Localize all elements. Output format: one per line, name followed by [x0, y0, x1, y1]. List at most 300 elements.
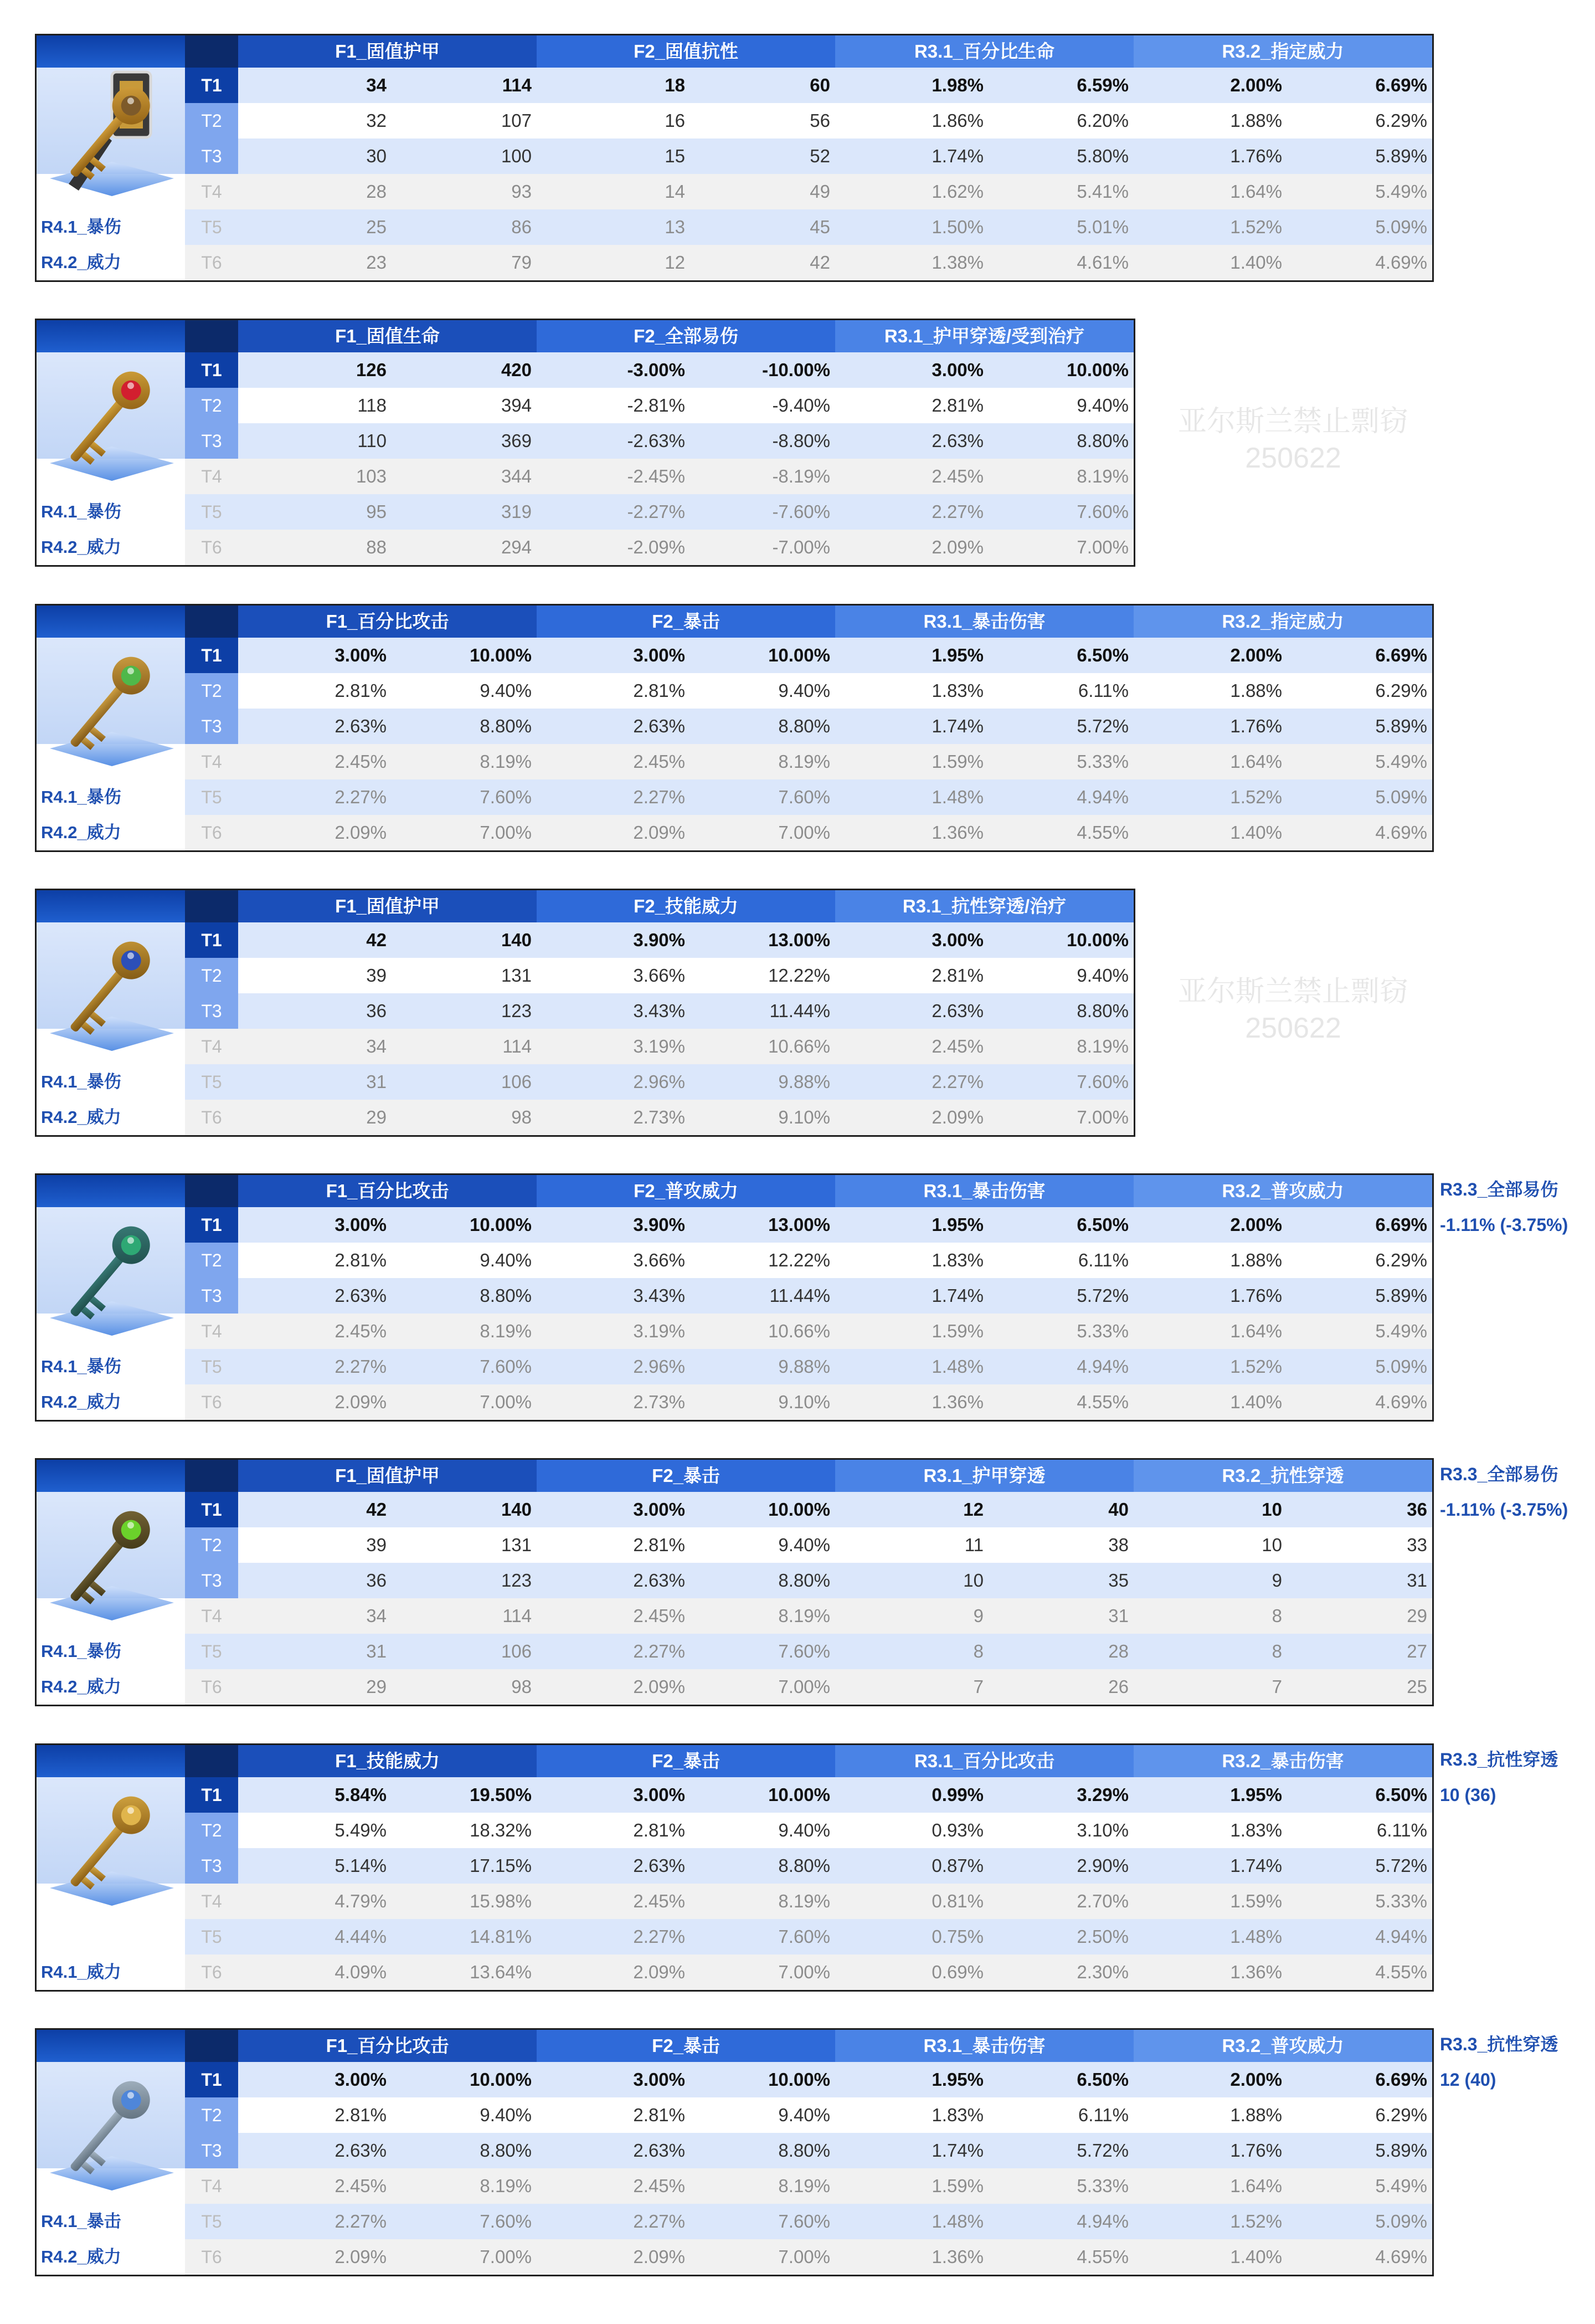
table-cell: 4.55%: [1077, 1392, 1129, 1412]
table-cell: 33: [1407, 1535, 1427, 1555]
tier-column: [185, 320, 238, 565]
tier-label: T1: [185, 638, 238, 673]
table-cell: 2.63%: [633, 2140, 685, 2161]
table-cell: 106: [501, 1641, 532, 1661]
table-cell: 13: [665, 217, 685, 237]
table-cell: 1.95%: [1230, 1784, 1282, 1805]
table-cell: 1.59%: [932, 2176, 984, 2196]
table-cell: 5.80%: [1077, 146, 1129, 166]
table-cell: 6.29%: [1375, 110, 1427, 131]
table-cell: 2.73%: [633, 1107, 685, 1127]
table-cell: 18: [665, 75, 685, 95]
table-cell: 1.36%: [932, 1392, 984, 1412]
table-cell: 110: [357, 430, 387, 451]
tier-label: T5: [185, 209, 238, 245]
table-cell: 1.64%: [1230, 751, 1282, 772]
table-cell: 0.69%: [932, 1962, 984, 1982]
table-cell: 4.55%: [1077, 2246, 1129, 2267]
header-row: [238, 320, 1134, 352]
table-cell: 10.00%: [768, 1499, 830, 1520]
table-cell: 3.10%: [1077, 1820, 1129, 1840]
table-cell: -2.63%: [627, 430, 685, 451]
side-note-title: R3.3_全部易伤: [1440, 1464, 1558, 1484]
watermark-code: 250622: [1245, 1012, 1341, 1044]
table-cell: 8.80%: [1077, 1001, 1129, 1021]
tier-label: T3: [185, 138, 238, 174]
column-group-header: R3.2_普攻威力: [1134, 2030, 1432, 2062]
row-label: R4.1_暴伤: [41, 502, 121, 521]
table-cell: 45: [810, 217, 830, 237]
table-cell: 2.96%: [633, 1356, 685, 1377]
column-group-header: R3.1_护甲穿透/受到治疗: [835, 320, 1134, 352]
table-cell: 7.00%: [778, 2246, 830, 2267]
header-row: [238, 35, 1432, 68]
table-cell: -8.19%: [772, 466, 830, 486]
table-cell: 10.00%: [470, 1214, 532, 1235]
table-cell: 5.33%: [1077, 1321, 1129, 1341]
table-cell: 6.50%: [1375, 1784, 1427, 1805]
tier-label: T5: [185, 1064, 238, 1100]
table-cell: 123: [501, 1001, 532, 1021]
table-cell: 9.40%: [778, 1535, 830, 1555]
table-cell: 10.00%: [768, 645, 830, 665]
table-cell: 14: [665, 181, 685, 202]
table-cell: 1.59%: [1230, 1891, 1282, 1911]
table-cell: 1.95%: [932, 2069, 984, 2090]
table-cell: 106: [501, 1071, 532, 1092]
table-cell: 3.66%: [633, 965, 685, 986]
table-cell: 3.00%: [633, 1784, 685, 1805]
table-cell: 8.80%: [480, 1285, 532, 1306]
table-cell: 16: [665, 110, 685, 131]
table-cell: 0.87%: [932, 1855, 984, 1876]
table-cell: 2.27%: [932, 501, 984, 522]
side-note-title: R3.3_抗性穿透: [1440, 1750, 1558, 1769]
side-note-title: R3.3_抗性穿透: [1440, 2034, 1558, 2054]
table-cell: 9.88%: [778, 1071, 830, 1092]
table-cell: 1.95%: [932, 1214, 984, 1235]
table-cell: 2.45%: [335, 1321, 387, 1341]
table-cell: 6.11%: [1078, 680, 1129, 701]
table-cell: 4.09%: [335, 1962, 387, 1982]
tier-label: T5: [185, 494, 238, 530]
table-cell: 10.66%: [768, 1036, 830, 1056]
table-cell: 3.43%: [633, 1285, 685, 1306]
table-cell: 5.33%: [1375, 1891, 1427, 1911]
table-cell: 420: [501, 360, 532, 380]
watermark-code: 250622: [1245, 442, 1341, 474]
table-cell: 9.40%: [778, 1820, 830, 1840]
table-cell: 5.89%: [1375, 2140, 1427, 2161]
table-cell: 2.09%: [633, 2246, 685, 2267]
table-cell: 7.60%: [1077, 501, 1129, 522]
table-cell: -2.45%: [627, 466, 685, 486]
table-cell: 1.64%: [1230, 1321, 1282, 1341]
table-cell: 2.63%: [335, 2140, 387, 2161]
table-cell: 9.40%: [778, 680, 830, 701]
tier-label: T5: [185, 1634, 238, 1669]
table-cell: 2.81%: [335, 1250, 387, 1270]
tier-column: [185, 606, 238, 850]
table-cell: 369: [501, 430, 532, 451]
table-cell: 7.60%: [480, 787, 532, 807]
tier-label: T2: [185, 1243, 238, 1278]
table-cell: 2.96%: [633, 1071, 685, 1092]
table-cell: 2.09%: [633, 822, 685, 843]
table-cell: 107: [501, 110, 532, 131]
column-group-header: F1_固值生命: [238, 320, 537, 352]
table-cell: 2.50%: [1077, 1926, 1129, 1947]
table-cell: 8.19%: [480, 1321, 532, 1341]
table-cell: 2.70%: [1077, 1891, 1129, 1911]
tier-label: T6: [185, 530, 238, 565]
table-cell: 2.27%: [335, 787, 387, 807]
tier-label: T4: [185, 1884, 238, 1919]
table-cell: 2.81%: [633, 680, 685, 701]
table-cell: 114: [502, 75, 532, 95]
table-cell: 42: [366, 930, 387, 950]
table-cell: 4.69%: [1375, 822, 1427, 843]
table-cell: 10.00%: [768, 2069, 830, 2090]
table-cell: 5.49%: [1375, 2176, 1427, 2196]
tier-label: T6: [185, 1384, 238, 1420]
watermark-text: 亚尔斯兰禁止剽窃: [1177, 406, 1408, 438]
tier-label: T2: [185, 1527, 238, 1563]
table-cell: 1.88%: [1230, 2105, 1282, 2125]
table-cell: 2.63%: [633, 1855, 685, 1876]
row-label: R4.1_威力: [41, 1962, 121, 1982]
table-cell: 3.66%: [633, 1250, 685, 1270]
table-cell: 0.99%: [932, 1784, 984, 1805]
table-cell: 6.11%: [1376, 1820, 1427, 1840]
table-cell: -7.00%: [772, 537, 830, 557]
table-cell: 1.74%: [932, 716, 984, 736]
table-cell: 56: [810, 110, 830, 131]
table-cell: 1.88%: [1230, 1250, 1282, 1270]
stat-table-block: [35, 604, 1434, 852]
table-cell: 2.45%: [633, 2176, 685, 2196]
table-cell: 28: [1108, 1641, 1129, 1661]
table-cell: 3.43%: [633, 1001, 685, 1021]
table-cell: 2.00%: [1230, 645, 1282, 665]
table-cell: 4.94%: [1077, 2211, 1129, 2231]
table-cell: 42: [366, 1499, 387, 1520]
table-cell: 9: [1272, 1570, 1282, 1591]
table-cell: 2.81%: [633, 1535, 685, 1555]
tier-label: T2: [185, 388, 238, 423]
table-cell: 9.40%: [480, 680, 532, 701]
table-cell: 3.00%: [335, 2069, 387, 2090]
table-cell: 9.40%: [1077, 965, 1129, 986]
table-cell: 9.40%: [480, 1250, 532, 1270]
stat-table-block: [35, 889, 1135, 1137]
table-cell: 13.64%: [470, 1962, 532, 1982]
table-cell: 2.09%: [633, 1676, 685, 1697]
table-cell: 6.11%: [1078, 1250, 1129, 1270]
table-cell: -3.00%: [627, 360, 685, 380]
table-cell: 79: [511, 252, 532, 273]
table-cell: 8.19%: [778, 1891, 830, 1911]
table-cell: 7.60%: [1077, 1071, 1129, 1092]
table-cell: 8.19%: [1077, 1036, 1129, 1056]
table-cell: 8.80%: [1077, 430, 1129, 451]
column-group-header: R3.1_暴击伤害: [835, 1175, 1134, 1207]
table-cell: 7: [1272, 1676, 1282, 1697]
table-cell: 294: [501, 537, 532, 557]
table-cell: 3.00%: [633, 1499, 685, 1520]
table-cell: 34: [366, 1036, 387, 1056]
column-group-header: F1_百分比攻击: [238, 1175, 537, 1207]
table-cell: 5.89%: [1375, 716, 1427, 736]
table-cell: 8: [1272, 1605, 1282, 1626]
table-cell: 3.00%: [633, 645, 685, 665]
table-cell: 103: [356, 466, 387, 486]
table-cell: 0.93%: [932, 1820, 984, 1840]
column-group-header: F1_技能威力: [238, 1745, 537, 1777]
table-cell: 2.63%: [633, 716, 685, 736]
table-cell: 1.52%: [1230, 1356, 1282, 1377]
table-cell: 10: [963, 1570, 984, 1591]
table-cell: 3.90%: [633, 1214, 685, 1235]
table-cell: 5.09%: [1375, 217, 1427, 237]
row-label: R4.2_威力: [41, 1677, 121, 1696]
table-cell: 7.60%: [778, 787, 830, 807]
table-cell: 1.88%: [1230, 110, 1282, 131]
column-group-header: F2_技能威力: [537, 890, 835, 922]
table-cell: 95: [366, 501, 387, 522]
table-cell: 0.75%: [932, 1926, 984, 1947]
table-cell: 2.63%: [335, 1285, 387, 1306]
table-cell: 3.19%: [633, 1321, 685, 1341]
table-cell: 86: [511, 217, 532, 237]
table-cell: 5.84%: [335, 1784, 387, 1805]
row-label: R4.1_暴击: [41, 2212, 121, 2231]
table-cell: 1.36%: [932, 2246, 984, 2267]
stat-table-block: [35, 319, 1135, 567]
column-group-header: F2_暴击: [537, 606, 835, 638]
table-cell: 1.48%: [1230, 1926, 1282, 1947]
table-cell: 1.48%: [932, 2211, 984, 2231]
table-cell: 9.40%: [480, 2105, 532, 2125]
table-cell: 2.00%: [1230, 1214, 1282, 1235]
table-cell: 29: [1407, 1605, 1427, 1626]
header-row: [238, 1745, 1432, 1777]
table-cell: 1.64%: [1230, 181, 1282, 202]
column-group-header: R3.1_抗性穿透/治疗: [835, 890, 1134, 922]
table-cell: 6.69%: [1375, 75, 1427, 95]
table-cell: 1.50%: [932, 217, 984, 237]
column-group-header: F2_暴击: [537, 1745, 835, 1777]
tier-label: T4: [185, 174, 238, 209]
table-cell: 15: [665, 146, 685, 166]
tier-label: T2: [185, 1813, 238, 1848]
table-cell: 1.64%: [1230, 2176, 1282, 2196]
table-cell: 1.98%: [932, 75, 984, 95]
table-cell: 8.19%: [480, 2176, 532, 2196]
table-cell: 1.74%: [932, 146, 984, 166]
table-cell: 3.00%: [633, 2069, 685, 2090]
table-cell: -2.81%: [627, 395, 685, 415]
table-cell: 3.00%: [932, 360, 984, 380]
table-cell: 2.27%: [633, 1926, 685, 1947]
table-cell: 3.90%: [633, 930, 685, 950]
table-cell: 1.40%: [1230, 1392, 1282, 1412]
table-cell: 140: [501, 930, 532, 950]
table-cell: 5.49%: [1375, 751, 1427, 772]
side-note-value: 10 (36): [1440, 1785, 1496, 1805]
table-cell: 4.94%: [1077, 787, 1129, 807]
table-cell: 5.33%: [1077, 751, 1129, 772]
table-cell: 10.66%: [768, 1321, 830, 1341]
table-cell: 2.45%: [932, 466, 984, 486]
tier-label: T2: [185, 673, 238, 709]
tier-label: T2: [185, 103, 238, 138]
table-cell: 2.63%: [335, 716, 387, 736]
table-cell: 2.81%: [335, 680, 387, 701]
table-cell: 6.29%: [1375, 1250, 1427, 1270]
column-group-header: F2_暴击: [537, 2030, 835, 2062]
table-cell: 5.72%: [1375, 1855, 1427, 1876]
tier-label: T6: [185, 815, 238, 850]
table-cell: 39: [366, 965, 387, 986]
table-cell: 42: [810, 252, 830, 273]
column-group-header: R3.2_普攻威力: [1134, 1175, 1432, 1207]
table-cell: 2.45%: [633, 1891, 685, 1911]
table-cell: 5.01%: [1077, 217, 1129, 237]
table-cell: 114: [502, 1036, 532, 1056]
table-cell: 36: [366, 1570, 387, 1591]
table-cell: 27: [1407, 1641, 1427, 1661]
tier-label: T5: [185, 2204, 238, 2239]
header-row: [238, 606, 1432, 638]
table-cell: 26: [1108, 1676, 1129, 1697]
table-cell: 5.41%: [1077, 181, 1129, 202]
tier-label: T6: [185, 2239, 238, 2275]
table-cell: 7.00%: [778, 1962, 830, 1982]
table-cell: 1.38%: [932, 252, 984, 273]
table-cell: 17.15%: [470, 1855, 532, 1876]
table-cell: 60: [810, 75, 830, 95]
table-cell: 1.52%: [1230, 217, 1282, 237]
table-cell: 2.90%: [1077, 1855, 1129, 1876]
table-cell: 2.00%: [1230, 2069, 1282, 2090]
stat-table-block: [35, 1173, 1434, 1422]
table-cell: 9.40%: [778, 2105, 830, 2125]
table-cell: 1.88%: [1230, 680, 1282, 701]
table-cell: 10.00%: [1067, 360, 1129, 380]
row-label: R4.2_威力: [41, 253, 121, 272]
table-cell: 1.74%: [932, 1285, 984, 1306]
table-cell: 12: [963, 1499, 984, 1520]
table-cell: 36: [1407, 1499, 1427, 1520]
table-cell: -2.27%: [627, 501, 685, 522]
tier-label: T2: [185, 2097, 238, 2133]
side-note-value: -1.11% (-3.75%): [1440, 1500, 1568, 1520]
table-cell: 4.94%: [1077, 1356, 1129, 1377]
watermark: [1144, 403, 1443, 476]
column-group-header: F1_固值护甲: [238, 1460, 537, 1492]
table-cell: 7.60%: [778, 2211, 830, 2231]
table-cell: 2.00%: [1230, 75, 1282, 95]
table-cell: 6.29%: [1375, 2105, 1427, 2125]
table-cell: 2.09%: [633, 1962, 685, 1982]
table-cell: 7: [973, 1676, 984, 1697]
table-cell: 2.45%: [335, 751, 387, 772]
table-cell: 2.81%: [633, 2105, 685, 2125]
table-cell: 8.80%: [778, 716, 830, 736]
column-group-header: R3.2_抗性穿透: [1134, 1460, 1432, 1492]
table-cell: 25: [1407, 1676, 1427, 1697]
table-cell: 5.49%: [335, 1820, 387, 1840]
table-cell: 7.00%: [778, 822, 830, 843]
table-cell: 4.55%: [1077, 822, 1129, 843]
table-cell: 131: [501, 1535, 532, 1555]
header-row: [238, 2030, 1432, 2062]
tier-label: T1: [185, 2062, 238, 2097]
table-cell: 114: [502, 1605, 532, 1626]
table-cell: 6.69%: [1375, 1214, 1427, 1235]
table-cell: 7.00%: [480, 822, 532, 843]
tier-label: T4: [185, 1314, 238, 1349]
table-cell: 18.32%: [470, 1820, 532, 1840]
tier-label: T4: [185, 744, 238, 779]
tier-label: T4: [185, 459, 238, 494]
table-cell: 9.10%: [778, 1392, 830, 1412]
table-cell: 3.19%: [633, 1036, 685, 1056]
table-cell: -2.09%: [627, 537, 685, 557]
table-cell: 4.55%: [1375, 1962, 1427, 1982]
table-cell: 1.76%: [1230, 2140, 1282, 2161]
table-cell: 93: [511, 181, 532, 202]
row-label: R4.1_暴伤: [41, 217, 121, 237]
table-cell: 8.19%: [778, 751, 830, 772]
table-cell: 5.09%: [1375, 2211, 1427, 2231]
table-cell: 8.80%: [480, 716, 532, 736]
table-cell: 6.11%: [1078, 2105, 1129, 2125]
table-cell: -8.80%: [772, 430, 830, 451]
table-cell: 5.49%: [1375, 1321, 1427, 1341]
tier-label: T4: [185, 2168, 238, 2204]
table-cell: 9.40%: [1077, 395, 1129, 415]
table-cell: 4.61%: [1077, 252, 1129, 273]
tier-label: T3: [185, 709, 238, 744]
stat-table-block: [35, 1743, 1434, 1992]
table-cell: 40: [1108, 1499, 1129, 1520]
table-cell: 29: [366, 1676, 387, 1697]
header-row: [238, 1175, 1432, 1207]
stat-table-block: [35, 2028, 1434, 2276]
table-cell: -10.00%: [762, 360, 830, 380]
tier-column: [185, 1460, 238, 1705]
table-cell: 1.36%: [1230, 1962, 1282, 1982]
column-group-header: F1_百分比攻击: [238, 2030, 537, 2062]
column-group-header: R3.1_暴击伤害: [835, 606, 1134, 638]
table-cell: 4.79%: [335, 1891, 387, 1911]
table-cell: 1.36%: [932, 822, 984, 843]
table-cell: 35: [1108, 1570, 1129, 1591]
table-cell: 88: [366, 537, 387, 557]
column-group-header: R3.2_指定威力: [1134, 35, 1432, 68]
table-cell: 4.69%: [1375, 252, 1427, 273]
table-cell: 1.59%: [932, 1321, 984, 1341]
tier-label: T5: [185, 779, 238, 815]
table-cell: 0.81%: [932, 1891, 984, 1911]
key-icon-cell: [37, 1745, 185, 1950]
row-label: R4.2_威力: [41, 823, 121, 842]
table-cell: 38: [1108, 1535, 1129, 1555]
table-cell: 10.00%: [470, 2069, 532, 2090]
table-cell: 8.80%: [778, 1570, 830, 1591]
